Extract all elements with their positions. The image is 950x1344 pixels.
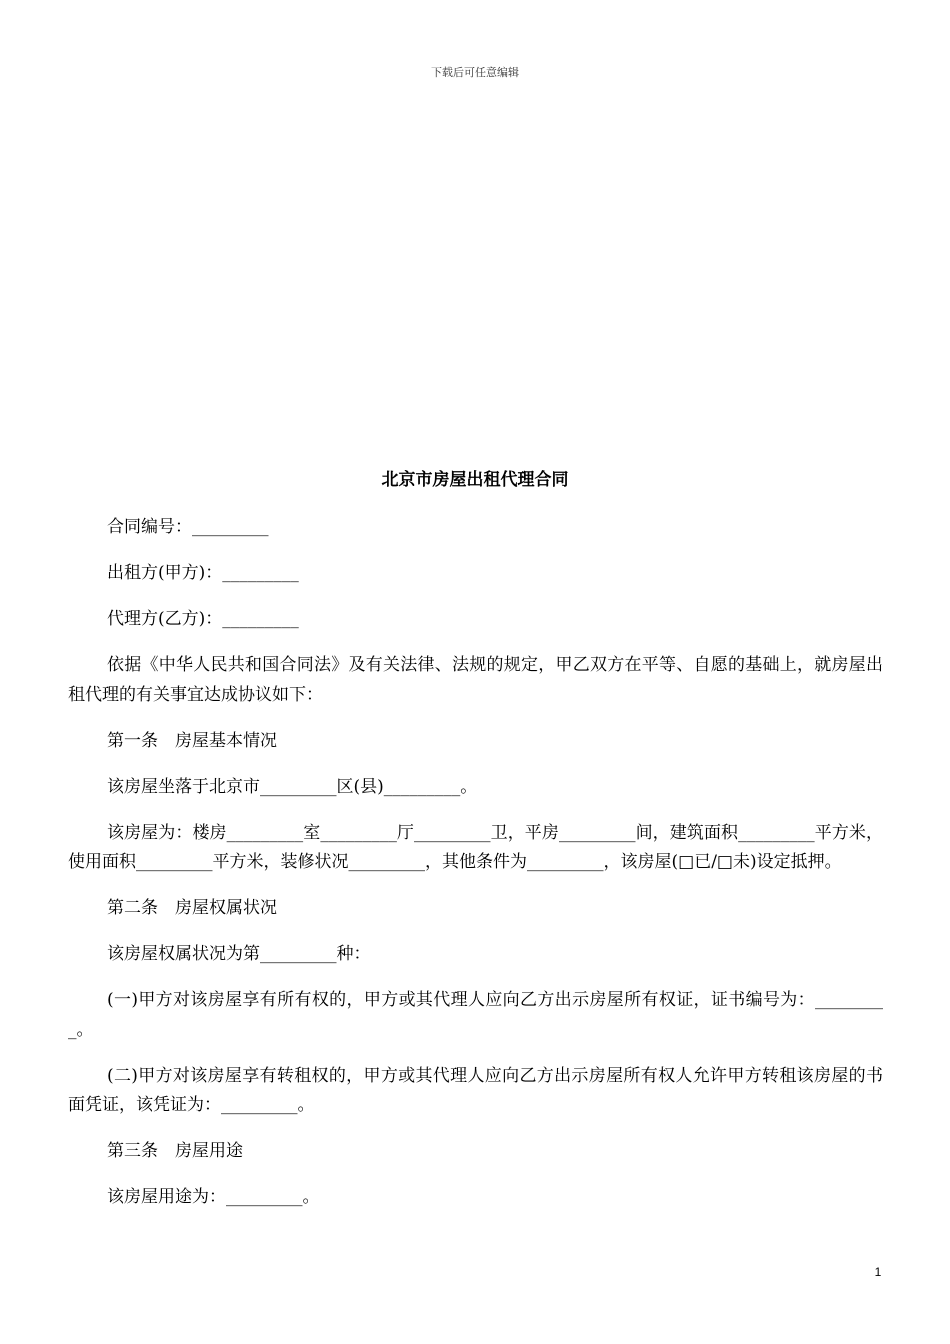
lessor-line: 出租方(甲方)：_________ [107,563,299,583]
document-body [68,513,883,1229]
property-details-paragraph: 该房屋为：楼房_________室_________厅_________卫，平房_________间，建筑面积_________平方米，使用面积_________平方米，装修状况_________，其他条件为_________，该房屋(□已/□未)设定抵押。 [68,822,883,872]
agent-line: 代理方(乙方)：_________ [107,609,299,629]
contract-number-line: 合同编号：_________ [107,517,269,537]
preamble-paragraph: 依据《中华人民共和国合同法》及有关法律、法规的规定，甲乙双方在平等、自愿的基础上，就房屋出租代理的有关事宜达成协议如下： [68,655,883,705]
ownership-option-1-paragraph: (一)甲方对该房屋享有所有权的，甲方或其代理人应向乙方出示房屋所有权证，证书编号为：_________。 [68,990,883,1040]
ownership-option-2-paragraph: (二)甲方对该房屋享有转租权的，甲方或其代理人应向乙方出示房屋所有权人允许甲方转租该房屋的书面凭证，该凭证为：_________。 [68,1065,883,1115]
article-3-heading: 第三条 房屋用途 [107,1141,243,1161]
document-title: 北京市房屋出租代理合同 [381,470,569,490]
property-use-paragraph: 该房屋用途为：_________。 [107,1187,320,1207]
page-number: 1 [874,1265,882,1279]
article-2-heading: 第二条 房屋权属状况 [107,898,277,918]
page-header-note: 下载后可任意编辑 [431,66,519,79]
article-1-heading: 第一条 房屋基本情况 [107,730,277,751]
ownership-type-paragraph: 该房屋权属状况为第_________种： [107,944,371,964]
property-location-paragraph: 该房屋坐落于北京市_________区(县)_________。 [107,776,478,797]
